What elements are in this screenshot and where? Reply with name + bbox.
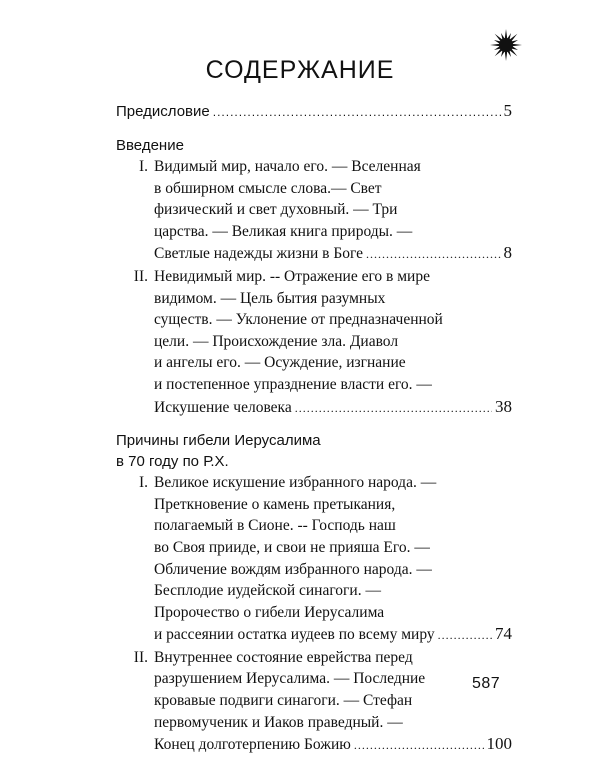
entry-text bbox=[154, 647, 512, 757]
entry-text bbox=[154, 472, 512, 647]
entry-line: первомученик и Иаков праведный. — bbox=[154, 713, 403, 731]
entry-page-number: 38 bbox=[495, 396, 512, 416]
section-heading: Причины гибели Иерусалима bbox=[116, 432, 321, 450]
entry-numeral: I. bbox=[138, 158, 148, 175]
entry-text bbox=[154, 156, 512, 266]
section-heading: Введение bbox=[116, 137, 184, 154]
page-title: СОДЕРЖАНИЕ bbox=[205, 56, 395, 84]
entry-line: Невидимый мир. -- Отражение его в мире bbox=[154, 267, 430, 285]
entry-numeral: I. bbox=[138, 474, 148, 492]
toc-entry[interactable] bbox=[116, 266, 512, 419]
entry-line: и ангелы его. — Осуждение, изгнание bbox=[154, 354, 406, 372]
entry-last-line bbox=[154, 623, 512, 647]
toc-entry[interactable] bbox=[116, 647, 512, 757]
entry-page-number: 100 bbox=[486, 734, 512, 754]
entry-line: кровавые подвиги синагоги. — Стефан bbox=[154, 692, 413, 710]
dot-leader bbox=[366, 244, 500, 266]
entry-line: в обширном смысле слова.— Свет bbox=[154, 179, 382, 197]
preface-page-number: 5 bbox=[503, 101, 512, 120]
entry-line: Искушение человека bbox=[154, 398, 292, 416]
entry-line: Преткновение о камень претыкания, bbox=[154, 495, 396, 513]
entry-line: физический и свет духовный. — Три bbox=[154, 201, 398, 219]
page-number: 587 bbox=[472, 675, 501, 692]
toc-section bbox=[116, 135, 512, 419]
entry-line: и постепенное упразднение власти его. — bbox=[154, 375, 432, 393]
entry-last-line bbox=[154, 242, 512, 266]
entry-line: Бесплодие иудейской синагоги. — bbox=[154, 582, 381, 600]
entry-line: Конец долготерпению Божию bbox=[154, 736, 351, 754]
entry-page-number: 8 bbox=[503, 243, 512, 263]
dot-leader bbox=[438, 625, 492, 647]
entry-line: Обличение вождям избранного народа. — bbox=[154, 560, 432, 578]
entry-line: полагаемый в Сионе. -- Господь наш bbox=[154, 517, 396, 535]
toc-section bbox=[116, 430, 512, 757]
entry-last-line bbox=[154, 396, 512, 420]
entry-last-line bbox=[154, 733, 512, 757]
entry-line: и рассеянии остатка иудеев по всему миру bbox=[154, 626, 435, 644]
entry-text bbox=[154, 266, 512, 419]
entry-line: Великое искушение избранного народа. — bbox=[154, 474, 437, 492]
entry-line: существ. — Уклонение от предназначенной bbox=[154, 311, 443, 329]
entry-line: во Своя прииде, и свои не прияша Его. — bbox=[154, 538, 430, 556]
preface-label: Предисловие bbox=[116, 103, 210, 120]
entry-line: разрушением Иерусалима. — Последние bbox=[154, 670, 426, 688]
entry-line: Пророчество о гибели Иерусалима bbox=[154, 603, 385, 621]
table-of-contents bbox=[116, 100, 512, 757]
entry-line: Светлые надежды жизни в Боге bbox=[154, 245, 364, 263]
dot-leader bbox=[213, 101, 501, 123]
entry-line: царства. — Великая книга природы. — bbox=[154, 222, 413, 240]
toc-entry[interactable] bbox=[116, 156, 512, 266]
toc-entry-preface[interactable] bbox=[116, 100, 512, 122]
entry-page-number: 74 bbox=[495, 624, 512, 644]
dot-leader bbox=[295, 398, 492, 420]
entry-line: Внутреннее состояние еврейства перед bbox=[154, 648, 413, 666]
entry-numeral: II. bbox=[133, 648, 148, 666]
section-heading: в 70 году по Р.Х. bbox=[116, 453, 229, 471]
entry-line: цели. — Происхождение зла. Диавол bbox=[154, 332, 399, 350]
toc-entry[interactable] bbox=[116, 472, 512, 647]
entry-line: видимом. — Цель бытия разумных bbox=[154, 289, 386, 307]
entry-numeral: II. bbox=[133, 267, 148, 285]
entry-line: Видимый мир, начало его. — Вселенная bbox=[154, 158, 421, 175]
dot-leader bbox=[354, 735, 484, 757]
toc-sections bbox=[116, 135, 512, 757]
